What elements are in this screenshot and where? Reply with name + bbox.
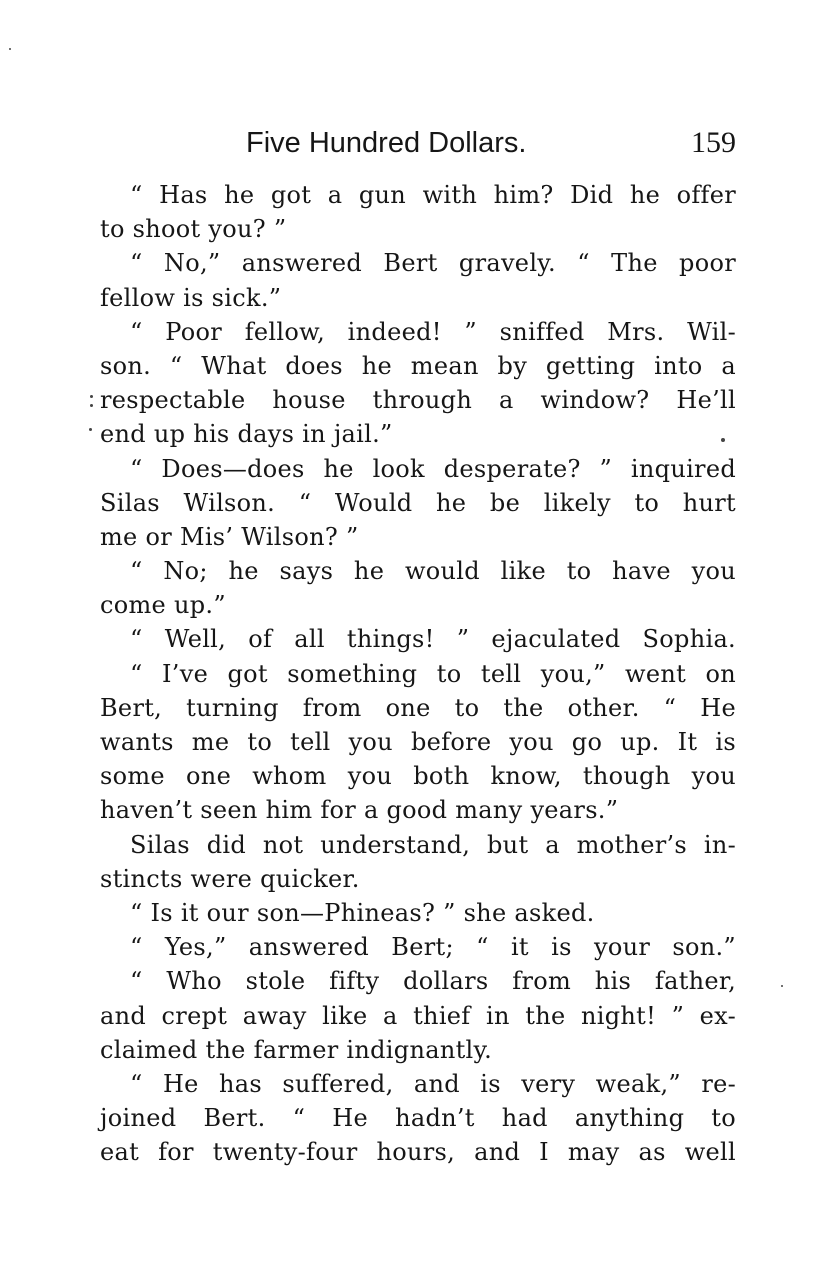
text-line: end up his days in jail.” [100, 420, 393, 449]
scan-speck [89, 428, 92, 431]
text-line: stincts were quicker. [100, 864, 360, 893]
scan-speck [781, 985, 783, 987]
text-line: “ No; he says he would like to have you [130, 557, 736, 586]
text-line: “ I’ve got something to tell you,” went on [130, 659, 736, 688]
text-line: “ He has suffered, and is very weak,” re- [130, 1069, 736, 1098]
text-line: “ Has he got a gun with him? Did he offer [130, 181, 736, 209]
text-line: to shoot you? ” [100, 215, 287, 244]
text-line: Bert, turning from one to the other. “ He [100, 693, 736, 722]
text-line: come up.” [100, 591, 226, 620]
text-line: “ Who stole fifty dollars from his father, [130, 967, 736, 996]
scan-speck [721, 438, 725, 442]
text-line: fellow is sick.” [100, 283, 282, 312]
text-line: “ Well, of all things! ” ejaculated Sophia. [130, 625, 736, 654]
text-line: some one whom you both know, though you [100, 762, 736, 791]
scan-speck [90, 395, 93, 398]
page-number: 159 [691, 126, 736, 159]
text-line: Silas did not understand, but a mother’s in- [130, 830, 736, 859]
text-line: “ No,” answered Bert gravely. “ The poor [130, 249, 736, 278]
text-line: son. “ What does he mean by getting into a [100, 351, 736, 380]
text-line: haven’t seen him for a good many years.” [100, 796, 619, 825]
text-line: “ Is it our son—Phineas? ” she asked. [130, 898, 595, 927]
running-title: Five Hundred Dollars. [246, 127, 527, 159]
body-text [100, 178, 736, 1169]
text-line: “ Poor fellow, indeed! ” sniffed Mrs. Wil- [130, 317, 736, 346]
scan-speck [9, 48, 11, 50]
text-line: and crept away like a thief in the night! ” ex- [100, 1001, 736, 1030]
text-line: me or Mis’ Wilson? ” [100, 522, 359, 551]
running-head [100, 120, 736, 166]
text-line: wants me to tell you before you go up. It is [100, 728, 736, 756]
text-line: claimed the farmer indignantly. [100, 1035, 493, 1064]
text-line: eat for twenty-four hours, and I may as well [100, 1138, 736, 1167]
text-line: respectable house through a window? He’ll [100, 386, 736, 415]
text-line: joined Bert. “ He hadn’t had anything to [100, 1104, 736, 1133]
scan-speck [90, 404, 93, 407]
text-line: Silas Wilson. “ Would he be likely to hurt [100, 488, 736, 517]
text-line: “ Does—does he look desperate? ” inquired [130, 454, 736, 483]
text-line: “ Yes,” answered Bert; “ it is your son.” [130, 933, 736, 962]
